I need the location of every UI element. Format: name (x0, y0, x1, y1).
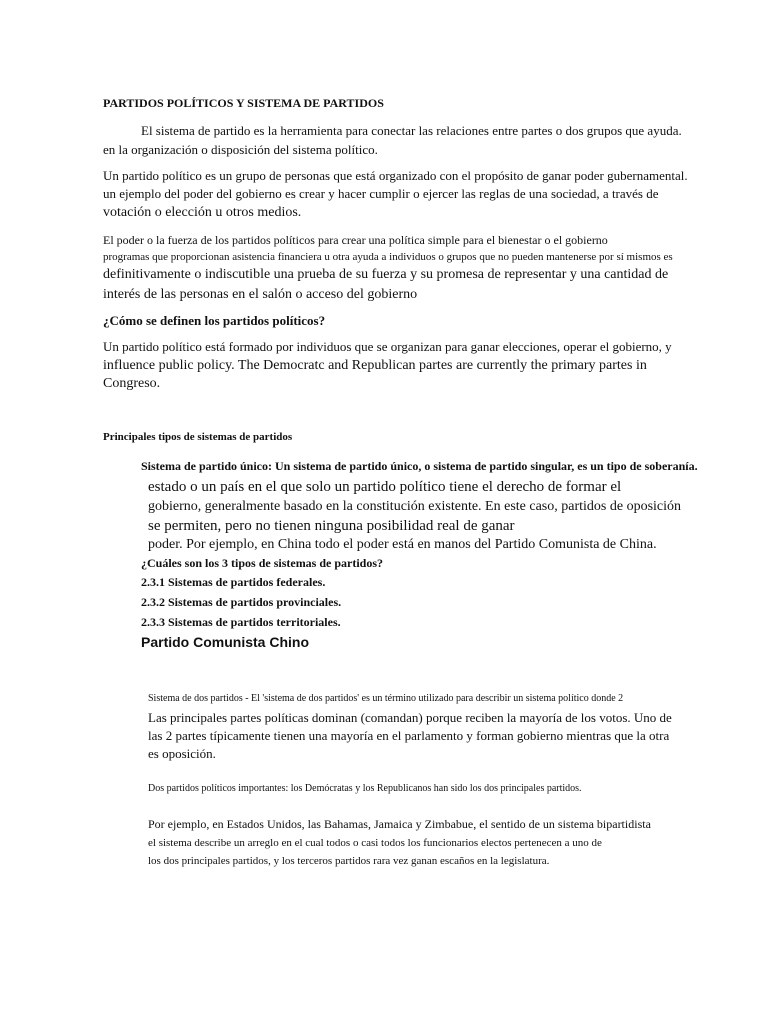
section-heading: Principales tipos de sistemas de partidos (103, 431, 293, 443)
bullet-heading: Sistema de dos partidos - El 'sistema de dos partidos' es un término utilizado para describir un sistema político donde 2 (148, 693, 624, 704)
question-heading: ¿Cómo se definen los partidos políticos? (103, 313, 326, 328)
paragraph-line: definitivamente o indiscutible una prueba de su fuerza y su promesa de representar y una cantidad de (103, 267, 669, 282)
paragraph-line: programas que proporcionan asistencia financiera u otra ayuda a individuos o grupos que no pueden mantenerse por sí mismos es (103, 251, 673, 263)
paragraph-line: El sistema de partido es la herramienta para conectar las relaciones entre partes o dos grupos que ayuda. (141, 123, 682, 138)
bullet-body-line: las 2 partes típicamente tienen una mayoría en el parlamento y forman gobierno mientras que la otra (148, 728, 670, 743)
bullet-item: 2.3.3 Sistemas de partidos territoriales. (141, 615, 341, 629)
paragraph-line: influence public policy. The Democratc and Republican partes are currently the primary partes in (103, 358, 647, 373)
paragraph-line: Un partido político está formado por individuos que se organizan para ganar elecciones, operar el gobierno, y (103, 339, 672, 354)
paragraph-line: votación o elección u otros medios. (103, 205, 302, 220)
paragraph-line: Un partido político es un grupo de personas que está organizado con el propósito de ganar poder gubernamental. (103, 168, 688, 183)
bullet-body-line: es oposición. (148, 746, 216, 761)
paragraph-line: un ejemplo del poder del gobierno es crear y hacer cumplir o ejercer las reglas de una sociedad, a través de (103, 186, 659, 201)
document-title: PARTIDOS POLÍTICOS Y SISTEMA DE PARTIDOS (103, 96, 384, 110)
bullet-body-line: gobierno, generalmente basado en la constitución existente. En este caso, partidos de oposición (148, 499, 682, 514)
paragraph-line: El poder o la fuerza de los partidos políticos para crear una política simple para el bienestar o el gobierno (103, 233, 608, 247)
bullet-item: 2.3.2 Sistemas de partidos provinciales. (141, 595, 342, 609)
bullet-item: 2.3.1 Sistemas de partidos federales. (141, 575, 326, 589)
bullet-body-line: se permiten, pero no tienen ninguna posibilidad real de ganar (148, 518, 515, 534)
bullet-body-line: los dos principales partidos, y los terceros partidos rara vez ganan escaños en la legislatura. (148, 855, 550, 867)
bullet-body-line: el sistema describe un arreglo en el cual todos o casi todos los funcionarios electos pertenecen a uno de (148, 837, 602, 849)
paragraph-line: interés de las personas en el salón o acceso del gobierno (103, 287, 418, 302)
paragraph-line: Congreso. (103, 376, 161, 391)
bullet-heading: Sistema de partido único: Un sistema de partido único, o sistema de partido singular, es un tipo de soberanía. (141, 459, 698, 473)
bullet-item: Partido Comunista Chino (141, 634, 309, 650)
paragraph-line: en la organización o disposición del sistema político. (103, 142, 378, 157)
bullet-body-line: estado o un país en el que solo un partido político tiene el derecho de formar el (148, 479, 622, 495)
bullet-item: Dos partidos políticos importantes: los Demócratas y los Republicanos han sido los dos principales partidos. (148, 783, 582, 794)
bullet-body-line: Las principales partes políticas dominan (comandan) porque reciben la mayoría de los votos. Uno de (148, 710, 672, 725)
bullet-body-line: Por ejemplo, en Estados Unidos, las Bahamas, Jamaica y Zimbabue, el sentido de un sistema bipartidista (148, 817, 651, 831)
bullet-item: ¿Cuáles son los 3 tipos de sistemas de partidos? (141, 556, 384, 570)
bullet-body-line: poder. Por ejemplo, en China todo el poder está en manos del Partido Comunista de China. (148, 537, 657, 552)
